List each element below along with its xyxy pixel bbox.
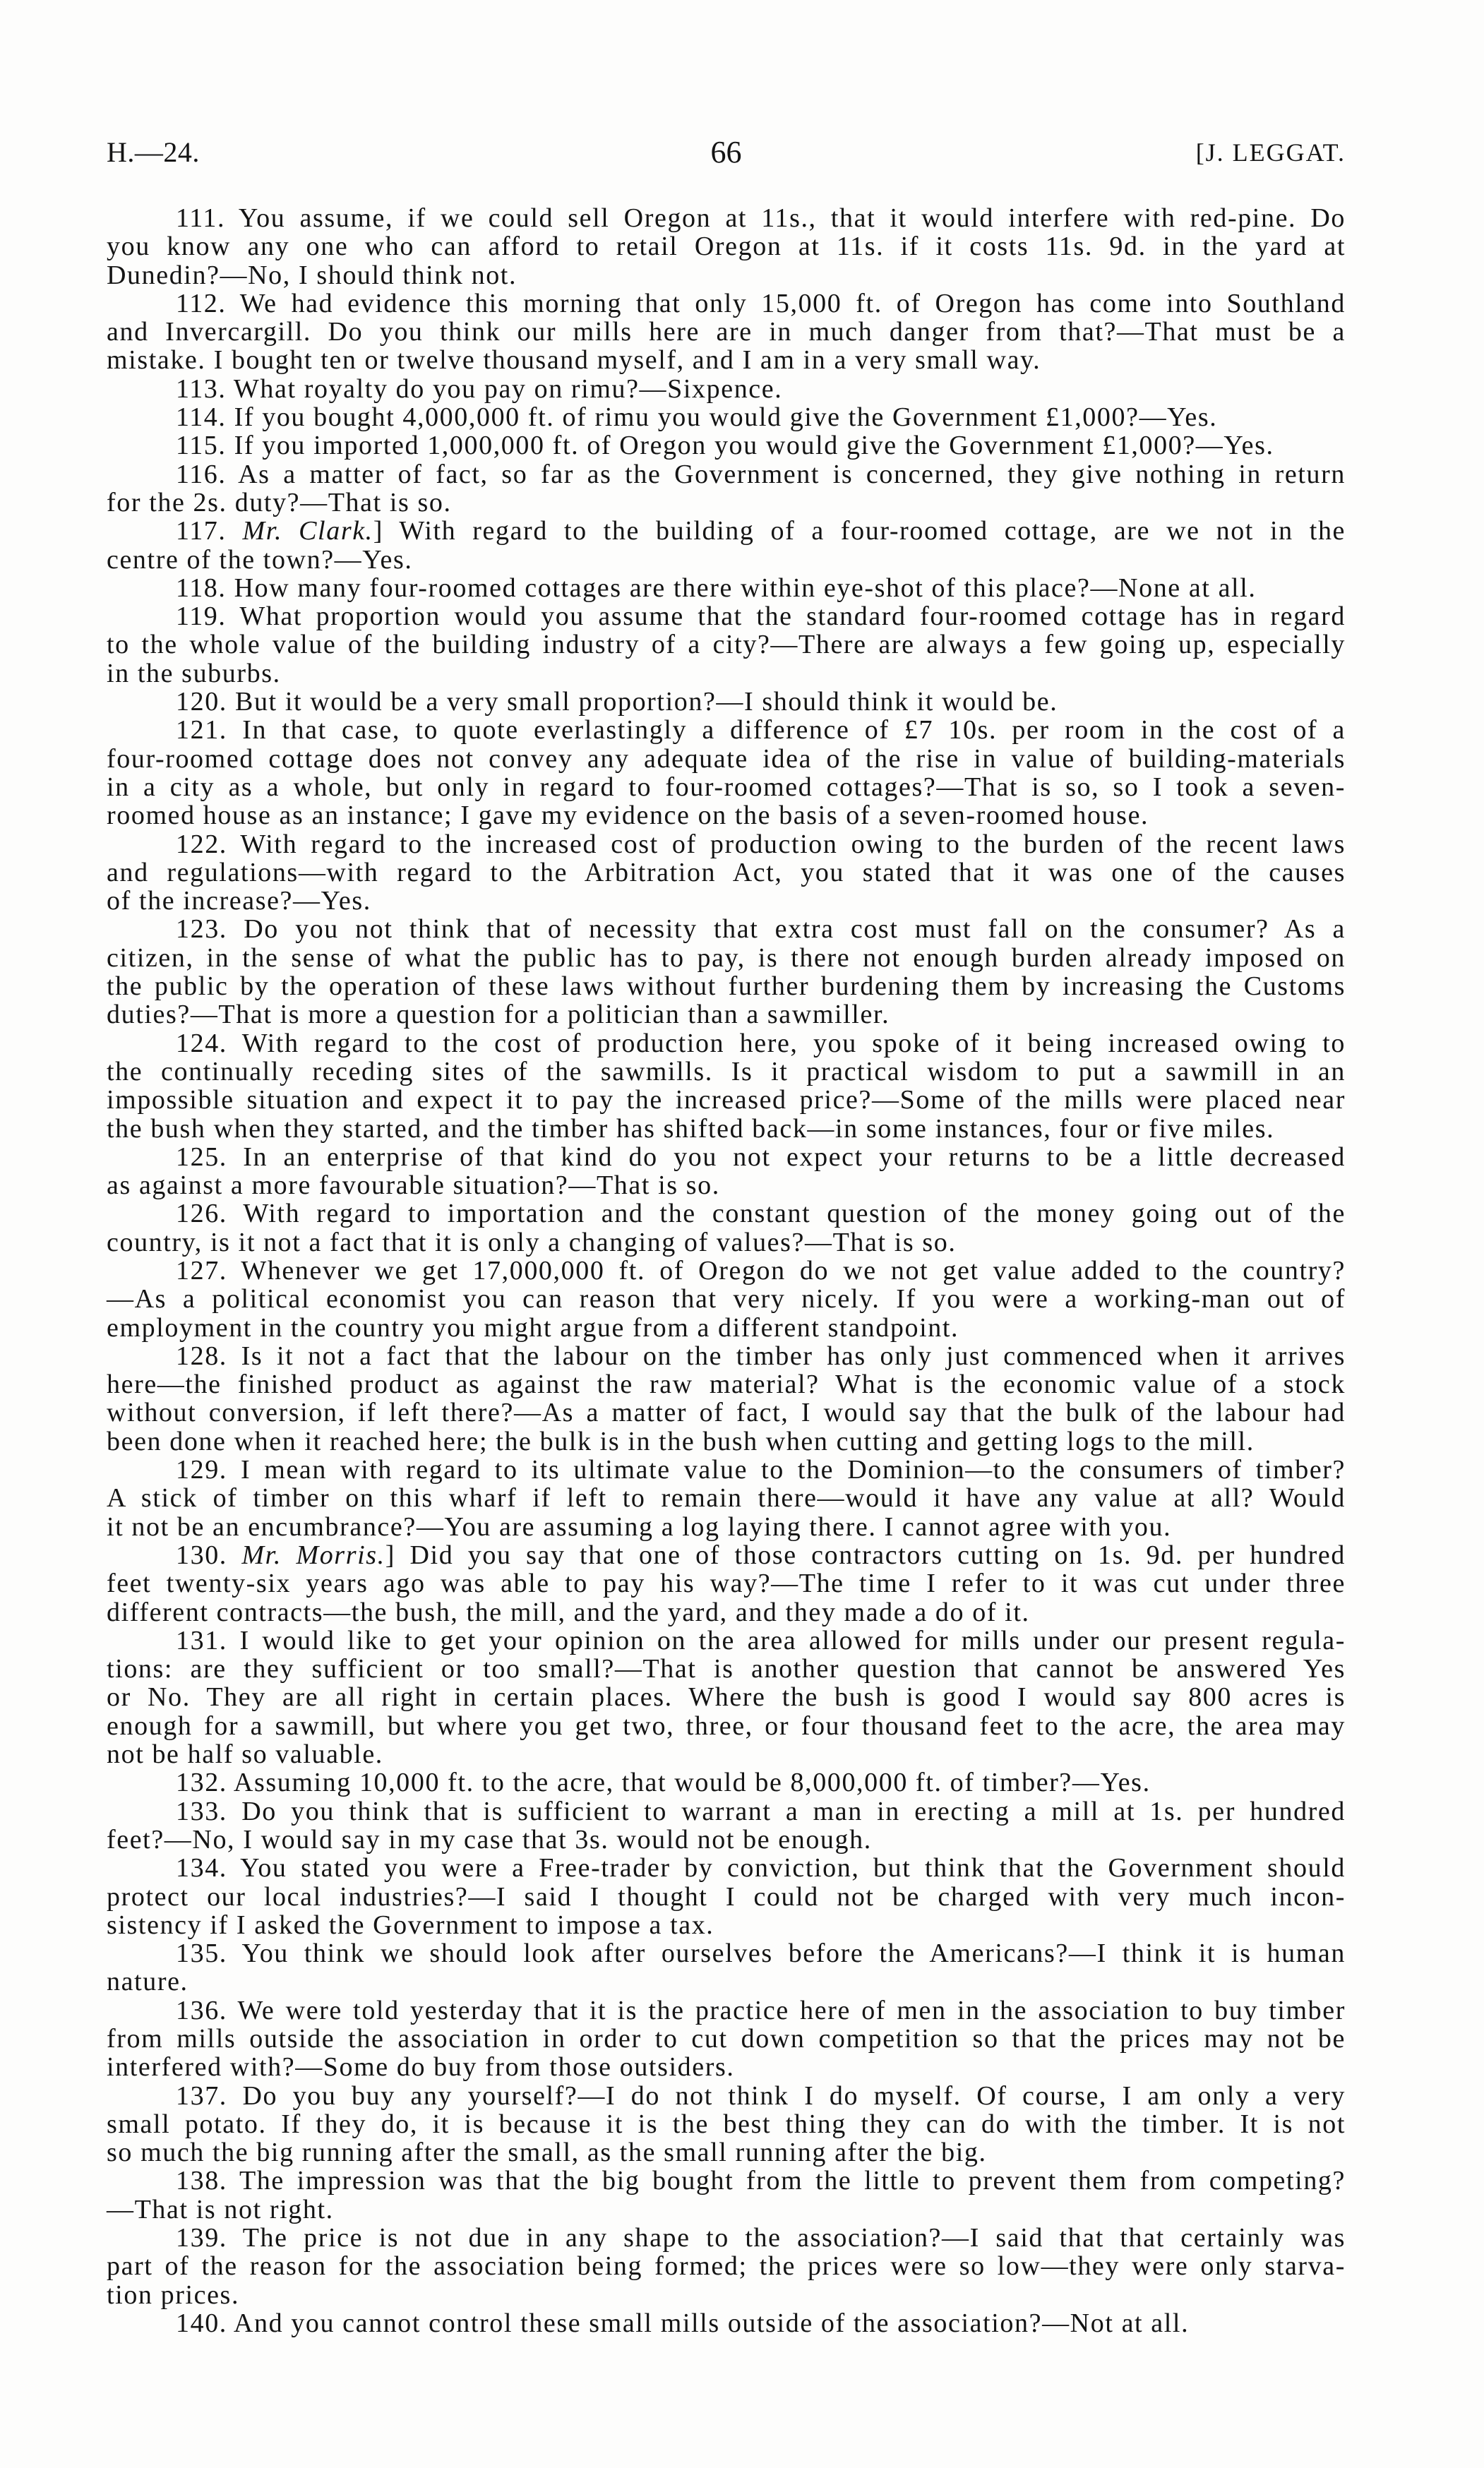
text-line bbox=[107, 2196, 1346, 2224]
line-text: in the suburbs. bbox=[107, 658, 281, 688]
text-line bbox=[107, 1115, 1346, 1143]
question-121 bbox=[107, 716, 1346, 829]
text-line bbox=[107, 261, 1346, 289]
page-number: 66 bbox=[710, 135, 742, 169]
question-number: 120. bbox=[176, 687, 227, 717]
line-text: With regard to the increased cost of production owing to the burden of the recent laws bbox=[240, 829, 1346, 859]
text-line bbox=[107, 1712, 1346, 1740]
question-139 bbox=[107, 2224, 1346, 2309]
text-line bbox=[107, 1370, 1346, 1398]
question-number: 130. bbox=[176, 1540, 227, 1570]
text-line bbox=[107, 1541, 1346, 1569]
line-text: the bush when they started, and the timber has shifted back—in some instances, four or five miles. bbox=[107, 1113, 1275, 1144]
text-line bbox=[107, 1257, 1346, 1285]
text-line bbox=[107, 858, 1346, 887]
text-line bbox=[107, 489, 1346, 517]
text-line bbox=[107, 1883, 1346, 1911]
question-number: 116. bbox=[176, 459, 227, 489]
question-number: 111. bbox=[176, 203, 226, 233]
text-line bbox=[107, 2110, 1346, 2138]
text-line bbox=[107, 2252, 1346, 2280]
question-number: 139. bbox=[176, 2223, 227, 2253]
line-text: nature. bbox=[107, 1967, 189, 1997]
text-line bbox=[107, 1342, 1346, 1370]
line-text: If you bought 4,000,000 ft. of rimu you would give the Government £1,000?—Yes. bbox=[234, 402, 1218, 433]
speaker-name: Mr. Morris. bbox=[241, 1540, 385, 1570]
question-number: 138. bbox=[176, 2166, 227, 2196]
line-text: Do you think that is sufficient to warrant a man in erecting a mill at 1s. per hundred bbox=[241, 1796, 1346, 1826]
question-136 bbox=[107, 1996, 1346, 2082]
line-text: But it would be a very small proportion?—I should think it would be. bbox=[235, 687, 1058, 717]
question-number: 136. bbox=[176, 1995, 227, 2025]
question-number: 126. bbox=[176, 1199, 227, 1229]
line-text: sistency if I asked the Government to impose a tax. bbox=[107, 1910, 714, 1940]
question-132 bbox=[107, 1768, 1346, 1797]
line-text: different contracts—the bush, the mill, and the yard, and they made a do of it. bbox=[107, 1597, 1030, 1627]
question-number: 128. bbox=[176, 1341, 227, 1371]
text-line bbox=[107, 2224, 1346, 2252]
question-129 bbox=[107, 1456, 1346, 1541]
text-line bbox=[107, 1143, 1346, 1171]
question-123 bbox=[107, 915, 1346, 1029]
text-line bbox=[107, 1740, 1346, 1768]
text-line bbox=[107, 375, 1346, 403]
question-133 bbox=[107, 1797, 1346, 1855]
question-118 bbox=[107, 574, 1346, 602]
text-line bbox=[107, 1086, 1346, 1114]
text-line bbox=[107, 1598, 1346, 1627]
text-line bbox=[107, 2281, 1346, 2309]
text-line bbox=[107, 1911, 1346, 1939]
question-114 bbox=[107, 403, 1346, 431]
line-text: With regard to the cost of production here, you spoke of it being increased owing to bbox=[241, 1028, 1346, 1058]
text-line bbox=[107, 2309, 1346, 2337]
line-text: feet?—No, I would say in my case that 3s. would not be enough. bbox=[107, 1824, 872, 1855]
line-text: You think we should look after ourselves before the Americans?—I think it is human bbox=[241, 1939, 1346, 1969]
document-reference: H.—24. bbox=[107, 136, 200, 168]
question-number: 118. bbox=[176, 573, 227, 603]
text-line bbox=[107, 2053, 1346, 2081]
question-number: 122. bbox=[176, 829, 227, 859]
line-text: country, is it not a fact that it is only a changing of values?—That is so. bbox=[107, 1227, 957, 1257]
line-text: ] Did you say that one of those contractors cutting on 1s. 9d. per hundred bbox=[385, 1540, 1346, 1570]
line-text: or No. They are all right in certain places. Where the bush is good I would say 800 acres is bbox=[107, 1682, 1346, 1713]
line-text: impossible situation and expect it to pay the increased price?—Some of the mills were placed near bbox=[107, 1085, 1346, 1115]
line-text: The price is not due in any shape to the association?—I said that that certainly was bbox=[242, 2223, 1346, 2253]
line-text: With regard to importation and the constant question of the money going out of the bbox=[243, 1199, 1346, 1229]
text-line bbox=[107, 346, 1346, 374]
text-line bbox=[107, 716, 1346, 744]
text-line bbox=[107, 2167, 1346, 2195]
line-text: as against a more favourable situation?—That is so. bbox=[107, 1170, 720, 1201]
text-line bbox=[107, 1967, 1346, 1996]
text-line bbox=[107, 1826, 1346, 1854]
line-text: —As a political economist you can reason that very nicely. If you were a working-man out of bbox=[107, 1284, 1346, 1314]
line-text: interfered with?—Some do buy from those outsiders. bbox=[107, 2052, 735, 2083]
line-text: so much the big running after the small, as the small running after the big. bbox=[107, 2138, 987, 2168]
question-140 bbox=[107, 2309, 1346, 2337]
line-text: duties?—That is more a question for a politician than a sawmiller. bbox=[107, 1000, 890, 1030]
question-113 bbox=[107, 375, 1346, 403]
text-line bbox=[107, 1058, 1346, 1086]
question-number: 115. bbox=[176, 431, 227, 461]
line-text: small potato. If they do, it is because it is the best thing they can do with the timber. It is not bbox=[107, 2109, 1346, 2139]
question-117 bbox=[107, 517, 1346, 574]
text-line bbox=[107, 887, 1346, 915]
line-text: As a matter of fact, so far as the Government is concerned, they give nothing in return bbox=[238, 459, 1346, 489]
text-line bbox=[107, 1939, 1346, 1967]
text-line bbox=[107, 1314, 1346, 1342]
question-number: 132. bbox=[176, 1768, 227, 1798]
line-text: four-roomed cottage does not convey any adequate idea of the rise in value of building-materials bbox=[107, 743, 1346, 774]
question-number: 114. bbox=[176, 402, 227, 433]
text-line bbox=[107, 403, 1346, 431]
line-text: Assuming 10,000 ft. to the acre, that would be 8,000,000 ft. of timber?—Yes. bbox=[233, 1768, 1151, 1798]
text-line bbox=[107, 1456, 1346, 1484]
text-line bbox=[107, 517, 1346, 545]
line-text: Is it not a fact that the labour on the timber has only just commenced when it arrives bbox=[241, 1341, 1346, 1371]
text-line bbox=[107, 830, 1346, 858]
question-119 bbox=[107, 602, 1346, 688]
text-line bbox=[107, 745, 1346, 773]
line-text: roomed house as an instance; I gave my evidence on the basis of a seven-roomed house. bbox=[107, 801, 1149, 831]
line-text: part of the reason for the association being formed; the prices were so low—they were only starva- bbox=[107, 2251, 1346, 2282]
line-text: Do you not think that of necessity that extra cost must fall on the consumer? As a bbox=[244, 914, 1346, 945]
line-text: The impression was that the big bought from the little to prevent them from competing? bbox=[239, 2166, 1346, 2196]
line-text: not be half so valuable. bbox=[107, 1739, 383, 1770]
text-line bbox=[107, 773, 1346, 801]
line-text: tion prices. bbox=[107, 2280, 240, 2310]
line-text: the public by the operation of these laws without further burdening them by increasing the Customs bbox=[107, 971, 1346, 1002]
line-text: You assume, if we could sell Oregon at 11s., that it would interfere with red-pine. Do bbox=[238, 203, 1346, 233]
line-text: Do you buy any yourself?—I do not think I do myself. Of course, I am only a very bbox=[242, 2080, 1346, 2111]
line-text: centre of the town?—Yes. bbox=[107, 544, 413, 575]
text-line bbox=[107, 204, 1346, 232]
question-137 bbox=[107, 2082, 1346, 2167]
text-line bbox=[107, 1569, 1346, 1598]
text-line bbox=[107, 1199, 1346, 1228]
line-text: citizen, in the sense of what the public has to pay, is there not enough burden already imposed on bbox=[107, 942, 1346, 973]
question-number: 119. bbox=[176, 601, 227, 632]
line-text: You stated you were a Free-trader by conviction, but think that the Government should bbox=[240, 1853, 1346, 1883]
text-line bbox=[107, 289, 1346, 318]
question-number: 113. bbox=[176, 373, 227, 404]
text-line bbox=[107, 1513, 1346, 1541]
line-text: from mills outside the association in order to cut down competition so that the prices may not be bbox=[107, 2024, 1346, 2054]
line-text: the continually receding sites of the sawmills. Is it practical wisdom to put a sawmill in an bbox=[107, 1056, 1346, 1086]
line-text: it not be an encumbrance?—You are assuming a log laying there. I cannot agree with you. bbox=[107, 1511, 1172, 1542]
question-number: 125. bbox=[176, 1142, 227, 1172]
running-header bbox=[107, 134, 1346, 171]
question-number: 134. bbox=[176, 1853, 227, 1883]
text-line bbox=[107, 801, 1346, 829]
text-line bbox=[107, 574, 1346, 602]
question-number: 137. bbox=[176, 2080, 227, 2111]
text-line bbox=[107, 602, 1346, 630]
text-line bbox=[107, 1228, 1346, 1257]
line-text: We were told yesterday that it is the practice here of men in the association to buy timber bbox=[237, 1995, 1346, 2025]
text-line bbox=[107, 1683, 1346, 1711]
line-text: you know any one who can afford to retail Oregon at 11s. if it costs 11s. 9d. in the yard at bbox=[107, 232, 1346, 262]
line-text: mistake. I bought ten or twelve thousand myself, and I am in a very small way. bbox=[107, 345, 1041, 376]
question-134 bbox=[107, 1854, 1346, 1939]
text-line bbox=[107, 318, 1346, 346]
question-135 bbox=[107, 1939, 1346, 1996]
text-line bbox=[107, 431, 1346, 460]
line-text: We had evidence this morning that only 15,000 ft. of Oregon has come into Southland bbox=[239, 288, 1346, 318]
line-text: to the whole value of the building industry of a city?—There are always a few going up, especially bbox=[107, 630, 1346, 660]
text-line bbox=[107, 1398, 1346, 1427]
line-text: and regulations—with regard to the Arbitration Act, you stated that it was one of the causes bbox=[107, 857, 1346, 887]
line-text: In an enterprise of that kind do you not expect your returns to be a little decreased bbox=[243, 1142, 1346, 1172]
line-text: without conversion, if left there?—As a matter of fact, I would say that the bulk of the labour had bbox=[107, 1398, 1346, 1428]
text-line bbox=[107, 1627, 1346, 1655]
question-number: 127. bbox=[176, 1255, 227, 1286]
text-line bbox=[107, 1171, 1346, 1199]
text-line bbox=[107, 1484, 1346, 1512]
line-text: In that case, to quote everlastingly a difference of £7 10s. per room in the cost of a bbox=[242, 715, 1346, 745]
text-line bbox=[107, 688, 1346, 716]
text-line bbox=[107, 630, 1346, 659]
question-number: 135. bbox=[176, 1939, 227, 1969]
text-line bbox=[107, 1285, 1346, 1313]
question-125 bbox=[107, 1143, 1346, 1200]
line-text: and Invercargill. Do you think our mills here are in much danger from that?—That must be a bbox=[107, 317, 1346, 347]
line-text: for the 2s. duty?—That is so. bbox=[107, 487, 452, 517]
text-line bbox=[107, 2138, 1346, 2167]
text-line bbox=[107, 232, 1346, 260]
question-116 bbox=[107, 460, 1346, 517]
text-line bbox=[107, 1000, 1346, 1029]
question-number: 123. bbox=[176, 914, 227, 945]
line-text: Whenever we get 17,000,000 ft. of Oregon do we not get value added to the country? bbox=[241, 1255, 1346, 1286]
evidence-transcript bbox=[107, 204, 1346, 2337]
question-number: 117. bbox=[176, 516, 227, 546]
question-126 bbox=[107, 1199, 1346, 1257]
text-line bbox=[107, 460, 1346, 489]
question-112 bbox=[107, 289, 1346, 375]
line-text: protect our local industries?—I said I thought I could not be charged with very much incon- bbox=[107, 1881, 1346, 1912]
text-line bbox=[107, 1029, 1346, 1058]
question-number: 124. bbox=[176, 1028, 227, 1058]
text-line bbox=[107, 915, 1346, 943]
line-text: in a city as a whole, but only in regard to four-roomed cottages?—That is so, so I took a seven- bbox=[107, 772, 1346, 802]
line-text: What royalty do you pay on rimu?—Sixpence. bbox=[233, 373, 783, 404]
line-text: How many four-roomed cottages are there within eye-shot of this place?—None at all. bbox=[234, 573, 1257, 603]
question-number: 129. bbox=[176, 1455, 227, 1485]
question-115 bbox=[107, 431, 1346, 460]
text-line bbox=[107, 1854, 1346, 1882]
text-line bbox=[107, 659, 1346, 688]
question-138 bbox=[107, 2167, 1346, 2224]
line-text: of the increase?—Yes. bbox=[107, 886, 371, 916]
question-number: 133. bbox=[176, 1796, 227, 1826]
line-text: ] With regard to the building of a four-roomed cottage, are we not in the bbox=[373, 516, 1346, 546]
text-line bbox=[107, 2025, 1346, 2053]
line-text: employment in the country you might argue from a different standpoint. bbox=[107, 1312, 959, 1343]
question-128 bbox=[107, 1342, 1346, 1456]
question-124 bbox=[107, 1029, 1346, 1143]
text-line bbox=[107, 1797, 1346, 1826]
line-text: —That is not right. bbox=[107, 2194, 334, 2224]
text-line bbox=[107, 1768, 1346, 1797]
text-line bbox=[107, 1427, 1346, 1456]
text-line bbox=[107, 972, 1346, 1000]
line-text: feet twenty-six years ago was able to pay his way?—The time I refer to it was cut under three bbox=[107, 1569, 1346, 1599]
text-line bbox=[107, 944, 1346, 972]
line-text: I would like to get your opinion on the area allowed for mills under our present regula- bbox=[239, 1625, 1346, 1655]
text-line bbox=[107, 1996, 1346, 2025]
question-number: 140. bbox=[176, 2308, 227, 2338]
line-text: enough for a sawmill, but where you get two, three, or four thousand feet to the acre, the area may bbox=[107, 1711, 1346, 1741]
question-number: 112. bbox=[176, 288, 227, 318]
line-text: here—the finished product as against the raw material? What is the economic value of a stock bbox=[107, 1370, 1346, 1400]
question-130 bbox=[107, 1541, 1346, 1627]
question-127 bbox=[107, 1257, 1346, 1342]
question-122 bbox=[107, 830, 1346, 916]
line-text: I mean with regard to its ultimate value to the Dominion—to the consumers of timber? bbox=[240, 1455, 1346, 1485]
question-120 bbox=[107, 688, 1346, 716]
line-text: What proportion would you assume that the standard four-roomed cottage has in regard bbox=[239, 601, 1346, 632]
line-text: been done when it reached here; the bulk is in the bush when cutting and getting logs to the mill. bbox=[107, 1426, 1255, 1456]
question-111 bbox=[107, 204, 1346, 289]
speaker-name: Mr. Clark. bbox=[242, 516, 373, 546]
line-text: And you cannot control these small mills outside of the association?—Not at all. bbox=[233, 2308, 1190, 2338]
question-131 bbox=[107, 1627, 1346, 1768]
question-number: 121. bbox=[176, 715, 227, 745]
line-text: Dunedin?—No, I should think not. bbox=[107, 260, 517, 290]
text-line bbox=[107, 2082, 1346, 2110]
line-text: tions: are they sufficient or too small?—That is another question that cannot be answered Yes bbox=[107, 1654, 1346, 1684]
witness-name: [J. LEGGAT. bbox=[1195, 138, 1346, 167]
line-text: A stick of timber on this wharf if left to remain there—would it have any value at all? Would bbox=[107, 1483, 1346, 1514]
line-text: If you imported 1,000,000 ft. of Oregon you would give the Government £1,000?—Yes. bbox=[234, 431, 1274, 461]
text-line bbox=[107, 1655, 1346, 1683]
question-number: 131. bbox=[176, 1625, 227, 1655]
text-line bbox=[107, 546, 1346, 574]
